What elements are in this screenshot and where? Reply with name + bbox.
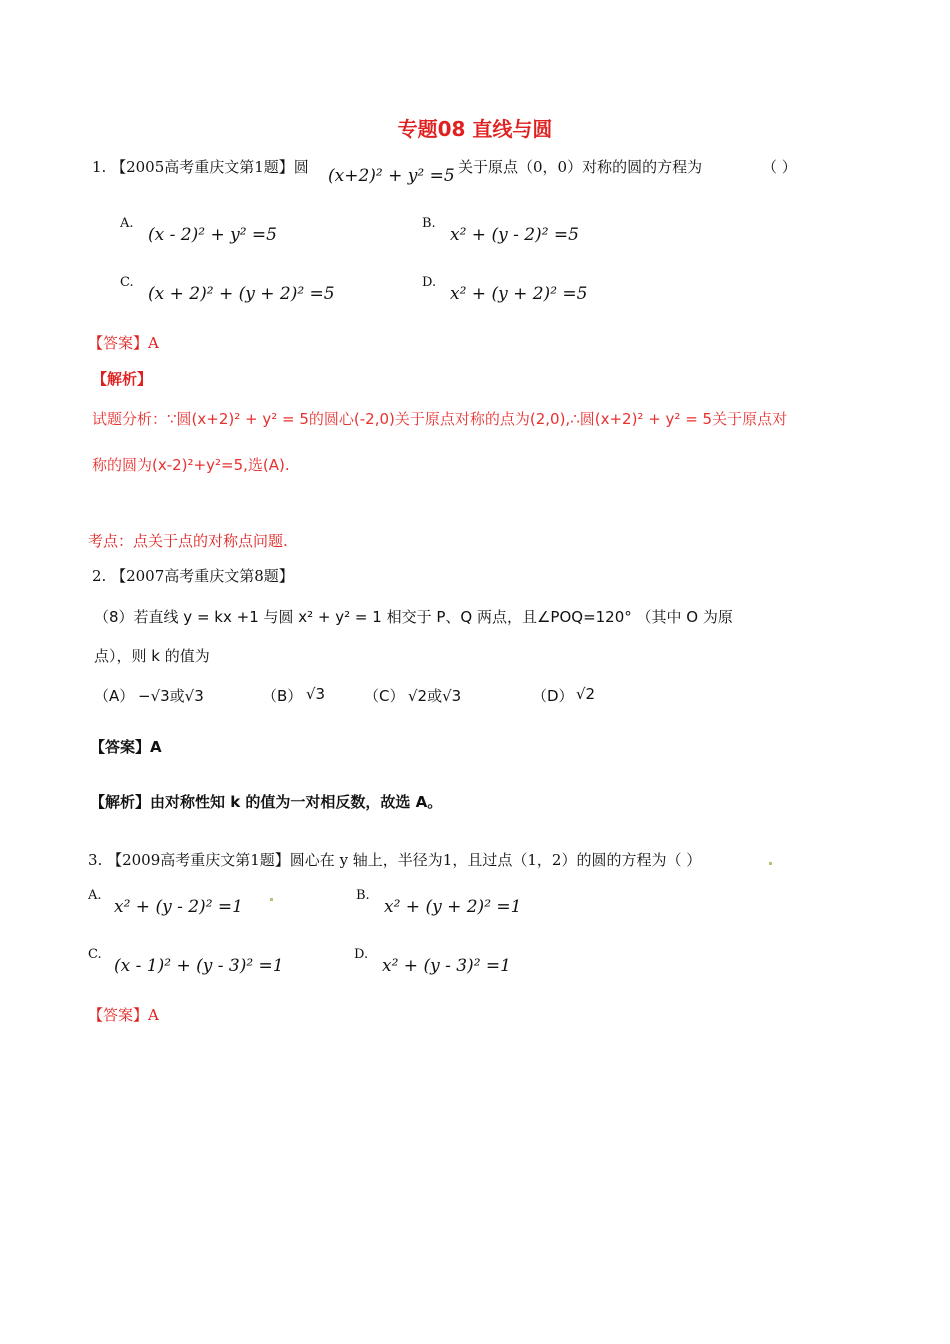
q2-stem-line1: （8）若直线 y = kx +1 与圆 x² + y² = 1 相交于 P、Q 两点，且∠POQ=120° （其中 O 为原	[94, 608, 733, 626]
q1-kaodian: 考点：点关于点的对称点问题.	[88, 532, 288, 550]
q1-analysis-line2: 称的圆为(x-2)²+y²=5,选(A).	[92, 456, 290, 474]
q2-head: 2. 【2007高考重庆文第8题】	[92, 567, 294, 585]
q2-option-d: √2	[576, 685, 596, 703]
speck-mark	[769, 862, 772, 865]
q2-analysis: 【解析】由对称性知 k 的值为一对相反数，故选 A。	[90, 793, 443, 811]
q2-option-d-label: （D）	[532, 687, 574, 705]
q1-option-d: x² + (y + 2)² =5	[450, 284, 588, 304]
q2-answer: 【答案】A	[90, 738, 162, 756]
q1-option-d-label: D.	[422, 275, 437, 290]
q2-option-b: √3	[306, 685, 326, 703]
q1-suffix: 关于原点（0，0）对称的圆的方程为	[458, 158, 703, 176]
q2-option-c: √2或√3	[408, 687, 462, 705]
q1-option-b: x² + (y - 2)² =5	[450, 225, 579, 245]
q3-stem: 3. 【2009高考重庆文第1题】圆心在 y 轴上，半径为1，且过点（1，2）的圆的方程为（ ）	[88, 851, 702, 869]
q1-option-c-label: C.	[120, 275, 134, 290]
q3-option-c: (x - 1)² + (y - 3)² =1	[114, 956, 284, 976]
q1-analysis-line1: 试题分析：∵圆(x+2)² + y² = 5的圆心(-2,0)关于原点对称的点为(2,0),∴圆(x+2)² + y² = 5关于原点对	[92, 410, 788, 428]
q3-option-d-label: D.	[354, 947, 369, 962]
q1-option-b-label: B.	[422, 216, 436, 231]
q2-option-a: −√3或√3	[138, 687, 204, 705]
q3-option-a: x² + (y - 2)² =1	[114, 897, 243, 917]
q3-option-a-label: A.	[88, 888, 102, 903]
q1-answer: 【答案】A	[88, 334, 159, 352]
q3-answer: 【答案】A	[88, 1006, 159, 1024]
q3-option-b-label: B.	[356, 888, 370, 903]
q1-analysis-head: 【解析】	[92, 370, 153, 388]
q1-option-a-label: A.	[120, 216, 134, 231]
q2-option-a-label: （A）	[94, 687, 135, 705]
page-title: 专题08 直线与圆	[397, 117, 553, 141]
speck-mark	[270, 898, 273, 901]
q1-paren: （ ）	[762, 158, 797, 176]
q3-option-b: x² + (y + 2)² =1	[384, 897, 522, 917]
q3-option-d: x² + (y - 3)² =1	[382, 956, 511, 976]
q2-stem-line2: 点），则 k 的值为	[94, 647, 210, 665]
q2-option-c-label: （C）	[364, 687, 405, 705]
q1-option-a: (x - 2)² + y² =5	[148, 225, 277, 245]
q1-option-c: (x + 2)² + (y + 2)² =5	[148, 284, 335, 304]
q2-option-b-label: （B）	[262, 687, 303, 705]
q1-prefix: 1. 【2005高考重庆文第1题】圆	[92, 158, 309, 176]
q1-equation: (x+2)² + y² =5	[328, 166, 455, 186]
q3-option-c-label: C.	[88, 947, 102, 962]
